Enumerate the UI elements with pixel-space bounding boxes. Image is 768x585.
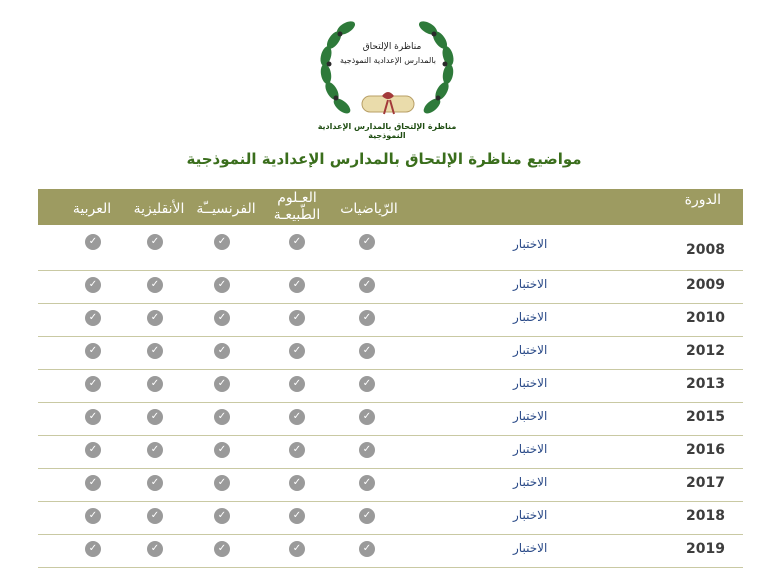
check-icon-english[interactable]: ✓ (147, 541, 163, 557)
check-icon-arabic[interactable]: ✓ (85, 508, 101, 524)
check-icon-math[interactable]: ✓ (359, 376, 375, 392)
row-year: 2009 (686, 277, 725, 293)
check-icon-french[interactable]: ✓ (214, 376, 230, 392)
check-icon-arabic[interactable]: ✓ (85, 310, 101, 326)
check-icon-math[interactable]: ✓ (359, 277, 375, 293)
table-row (38, 370, 743, 403)
check-icon-french[interactable]: ✓ (214, 442, 230, 458)
exam-link[interactable]: الاختبار (513, 442, 548, 456)
check-icon-french[interactable]: ✓ (214, 343, 230, 359)
check-icon-arabic[interactable]: ✓ (85, 234, 101, 250)
check-icon-english[interactable]: ✓ (147, 376, 163, 392)
check-icon-english[interactable]: ✓ (147, 343, 163, 359)
check-icon-arabic[interactable]: ✓ (85, 376, 101, 392)
check-icon-math[interactable]: ✓ (359, 508, 375, 524)
check-icon-arabic[interactable]: ✓ (85, 277, 101, 293)
check-icon-science[interactable]: ✓ (289, 442, 305, 458)
header-science (264, 190, 330, 224)
check-icon-french[interactable]: ✓ (214, 541, 230, 557)
check-icon-math[interactable]: ✓ (359, 310, 375, 326)
check-icon-french[interactable]: ✓ (214, 277, 230, 293)
row-year: 2012 (686, 343, 725, 359)
check-icon-science[interactable]: ✓ (289, 508, 305, 524)
competition-logo (312, 14, 462, 140)
exam-link[interactable]: الاختبار (513, 376, 548, 390)
check-icon-english[interactable]: ✓ (147, 409, 163, 425)
check-icon-arabic[interactable]: ✓ (85, 343, 101, 359)
table-row (38, 337, 743, 370)
exam-link[interactable]: الاختبار (513, 277, 548, 291)
exam-link[interactable]: الاختبار (513, 237, 548, 251)
check-icon-science[interactable]: ✓ (289, 277, 305, 293)
check-icon-english[interactable]: ✓ (147, 310, 163, 326)
row-year: 2017 (686, 475, 725, 491)
exam-link[interactable]: الاختبار (513, 343, 548, 357)
table-row (38, 225, 743, 271)
exam-link[interactable]: الاختبار (513, 310, 548, 324)
row-year: 2019 (686, 541, 725, 557)
check-icon-arabic[interactable]: ✓ (85, 442, 101, 458)
check-icon-french[interactable]: ✓ (214, 475, 230, 491)
header-science-line2: الطّبيعـة (273, 207, 321, 223)
row-year: 2013 (686, 376, 725, 392)
check-icon-math[interactable]: ✓ (359, 409, 375, 425)
header-science-line1: العـلوم (277, 190, 317, 206)
check-icon-english[interactable]: ✓ (147, 277, 163, 293)
table-row (38, 403, 743, 436)
exam-link[interactable]: الاختبار (513, 508, 548, 522)
row-year: 2010 (686, 310, 725, 326)
row-year: 2018 (686, 508, 725, 524)
logo-text-line1: مناظرة الإلتحاق (362, 42, 422, 52)
row-year: 2016 (686, 442, 725, 458)
exam-link[interactable]: الاختبار (513, 475, 548, 489)
page-title: مواضيع مناظرة الإلتحاق بالمدارس الإعدادية النموذجية (186, 150, 582, 168)
table-row (38, 271, 743, 304)
header-arabic: العربية (72, 201, 112, 217)
check-icon-french[interactable]: ✓ (214, 234, 230, 250)
check-icon-science[interactable]: ✓ (289, 541, 305, 557)
check-icon-french[interactable]: ✓ (214, 508, 230, 524)
check-icon-english[interactable]: ✓ (147, 508, 163, 524)
check-icon-arabic[interactable]: ✓ (85, 475, 101, 491)
check-icon-arabic[interactable]: ✓ (85, 541, 101, 557)
header-math: الرّياضيات (340, 201, 398, 217)
check-icon-science[interactable]: ✓ (289, 343, 305, 359)
row-year: 2015 (686, 409, 725, 425)
check-icon-math[interactable]: ✓ (359, 541, 375, 557)
check-icon-math[interactable]: ✓ (359, 343, 375, 359)
header-session: الدورة (684, 192, 721, 208)
exam-link[interactable]: الاختبار (513, 541, 548, 555)
check-icon-english[interactable]: ✓ (147, 234, 163, 250)
check-icon-science[interactable]: ✓ (289, 234, 305, 250)
table-row (38, 502, 743, 535)
check-icon-math[interactable]: ✓ (359, 234, 375, 250)
check-icon-french[interactable]: ✓ (214, 310, 230, 326)
check-icon-french[interactable]: ✓ (214, 409, 230, 425)
check-icon-math[interactable]: ✓ (359, 475, 375, 491)
header-french: الفرنسيــّة (196, 201, 256, 217)
table-row (38, 535, 743, 568)
logo-text-line2: بالمدارس الإعدادية النموذجية (340, 56, 436, 65)
header-english: الأنقليزية (133, 201, 185, 217)
check-icon-science[interactable]: ✓ (289, 409, 305, 425)
exams-table (38, 189, 743, 568)
table-header (38, 189, 743, 225)
exam-link[interactable]: الاختبار (513, 409, 548, 423)
table-row (38, 469, 743, 502)
check-icon-math[interactable]: ✓ (359, 442, 375, 458)
row-year: 2008 (686, 242, 725, 258)
check-icon-science[interactable]: ✓ (289, 475, 305, 491)
check-icon-science[interactable]: ✓ (289, 310, 305, 326)
logo-caption: مناظرة الإلتحاق بالمدارس الإعدادية النموذجية (317, 122, 457, 140)
table-row (38, 436, 743, 469)
table-row (38, 304, 743, 337)
check-icon-english[interactable]: ✓ (147, 475, 163, 491)
check-icon-arabic[interactable]: ✓ (85, 409, 101, 425)
check-icon-science[interactable]: ✓ (289, 376, 305, 392)
check-icon-english[interactable]: ✓ (147, 442, 163, 458)
